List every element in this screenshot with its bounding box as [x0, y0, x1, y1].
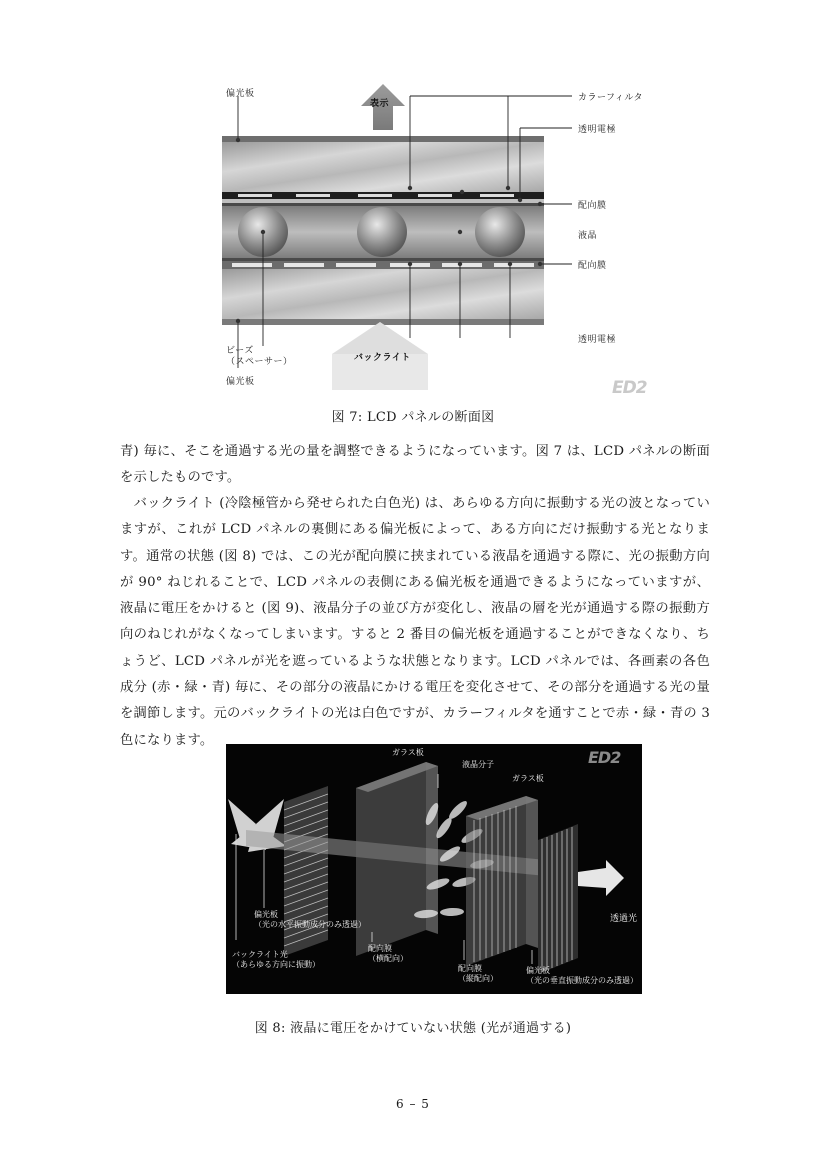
label-polarizer-out [526, 966, 638, 986]
label-transmitted-light: 透過光 [610, 914, 638, 924]
label-transparent-electrode-bottom: 透明電極 [578, 335, 617, 345]
label-beads-line1: ビーズ [226, 346, 254, 356]
label-lc-molecule: 液晶分子 [462, 760, 494, 769]
figure8-caption: 図 8: 液晶に電圧をかけていない状態 (光が通過する) [254, 1021, 572, 1036]
label-backlight-light-line2: （あらゆる方向に振動） [232, 960, 320, 969]
transmitted-light-arrow [578, 860, 624, 896]
label-polarizer-top: 偏光板 [226, 89, 255, 99]
figure-lcd-cross-section [218, 76, 658, 401]
label-alignment-horizontal [368, 944, 408, 964]
label-display: 表示 [370, 99, 390, 109]
label-alignment-vertical [458, 964, 498, 984]
label-beads-line2: （スペーサー） [226, 357, 293, 367]
ed2-logo: ED2 [588, 748, 621, 767]
label-alignment-film-top: 配向膜 [578, 201, 607, 211]
bead-spacer [357, 207, 407, 257]
label-polarizer-in-line1: 偏光板 [254, 910, 278, 919]
label-liquid-crystal: 液晶 [578, 231, 598, 241]
label-backlight-light-line1: バックライト光 [232, 950, 288, 959]
label-backlight-light [232, 950, 320, 970]
paragraph-1: 青) 毎に、そこを通過する光の量を調整できるようになっています。図 7 は、LCD パネルの断面を示したものです。 [120, 444, 710, 486]
figure7-caption: 図 7: LCD パネルの断面図 [331, 410, 495, 425]
page-number: 6 – 5 [396, 1097, 430, 1111]
label-alignment-horizontal-line2: （横配向） [368, 954, 408, 963]
label-beads [226, 346, 293, 368]
label-alignment-horizontal-line1: 配向膜 [368, 944, 392, 953]
label-alignment-vertical-line1: 配向膜 [458, 964, 482, 973]
ed2-logo: ED2 [612, 378, 647, 398]
polarizer-in-panel [284, 786, 328, 956]
label-polarizer-out-line1: 偏光板 [526, 966, 550, 975]
bead-spacer [475, 207, 525, 257]
label-alignment-film-bottom: 配向膜 [578, 261, 607, 271]
figure-light-path-no-voltage [226, 744, 642, 994]
label-alignment-vertical-line2: （縦配向） [458, 974, 498, 983]
label-backlight: バックライト [354, 353, 411, 363]
label-polarizer-in-line2: （光の水平振動成分のみ透過） [254, 920, 366, 929]
label-polarizer-out-line2: （光の垂直振動成分のみ透過） [526, 976, 638, 985]
bottom-glass [222, 269, 544, 319]
glass-plate-1 [356, 762, 438, 956]
label-color-filter: カラーフィルタ [578, 93, 643, 103]
top-glass [222, 142, 544, 192]
glass-plate-2 [466, 796, 538, 966]
polarizer-out-panel [538, 824, 578, 974]
label-transparent-electrode-top: 透明電極 [578, 125, 617, 135]
label-polarizer-in [254, 910, 366, 930]
label-glass-plate-1: ガラス板 [392, 748, 424, 757]
paragraph-2: バックライト (冷陰極管から発せられた白色光) は、あらゆる方向に振動する光の波となっていますが、これが LCD パネルの裏側にある偏光板によって、ある方向にだけ振動する光となります。通常の状態 (図 8) では、この光が配向膜に挟まれている液晶を通過する際に、光の振動方向が 90° ねじれることで、LCD パネルの表側にある偏光板を通過できるようになっていますが、液晶に電圧をかけると (図 9)、液晶分子の並び方が変化し、液晶の層を光が通過する際の振動方向のねじれがなくなってしまいます。すると 2 番目の偏光板を通過することができなくなり、ちょうど、LCD パネルが光を遮っているような状態となります。LCD パネルでは、各画素の各色成分 (赤・緑・青) 毎に、その部分の液晶にかける電圧を変化させて、その部分を通過する光の量を調節します。元のバックライトの光は白色ですが、カラーフィルタを通すことで赤・緑・青の 3 色になります。 [120, 496, 710, 748]
label-glass-plate-2: ガラス板 [512, 774, 544, 783]
label-polarizer-bottom: 偏光板 [226, 377, 255, 387]
